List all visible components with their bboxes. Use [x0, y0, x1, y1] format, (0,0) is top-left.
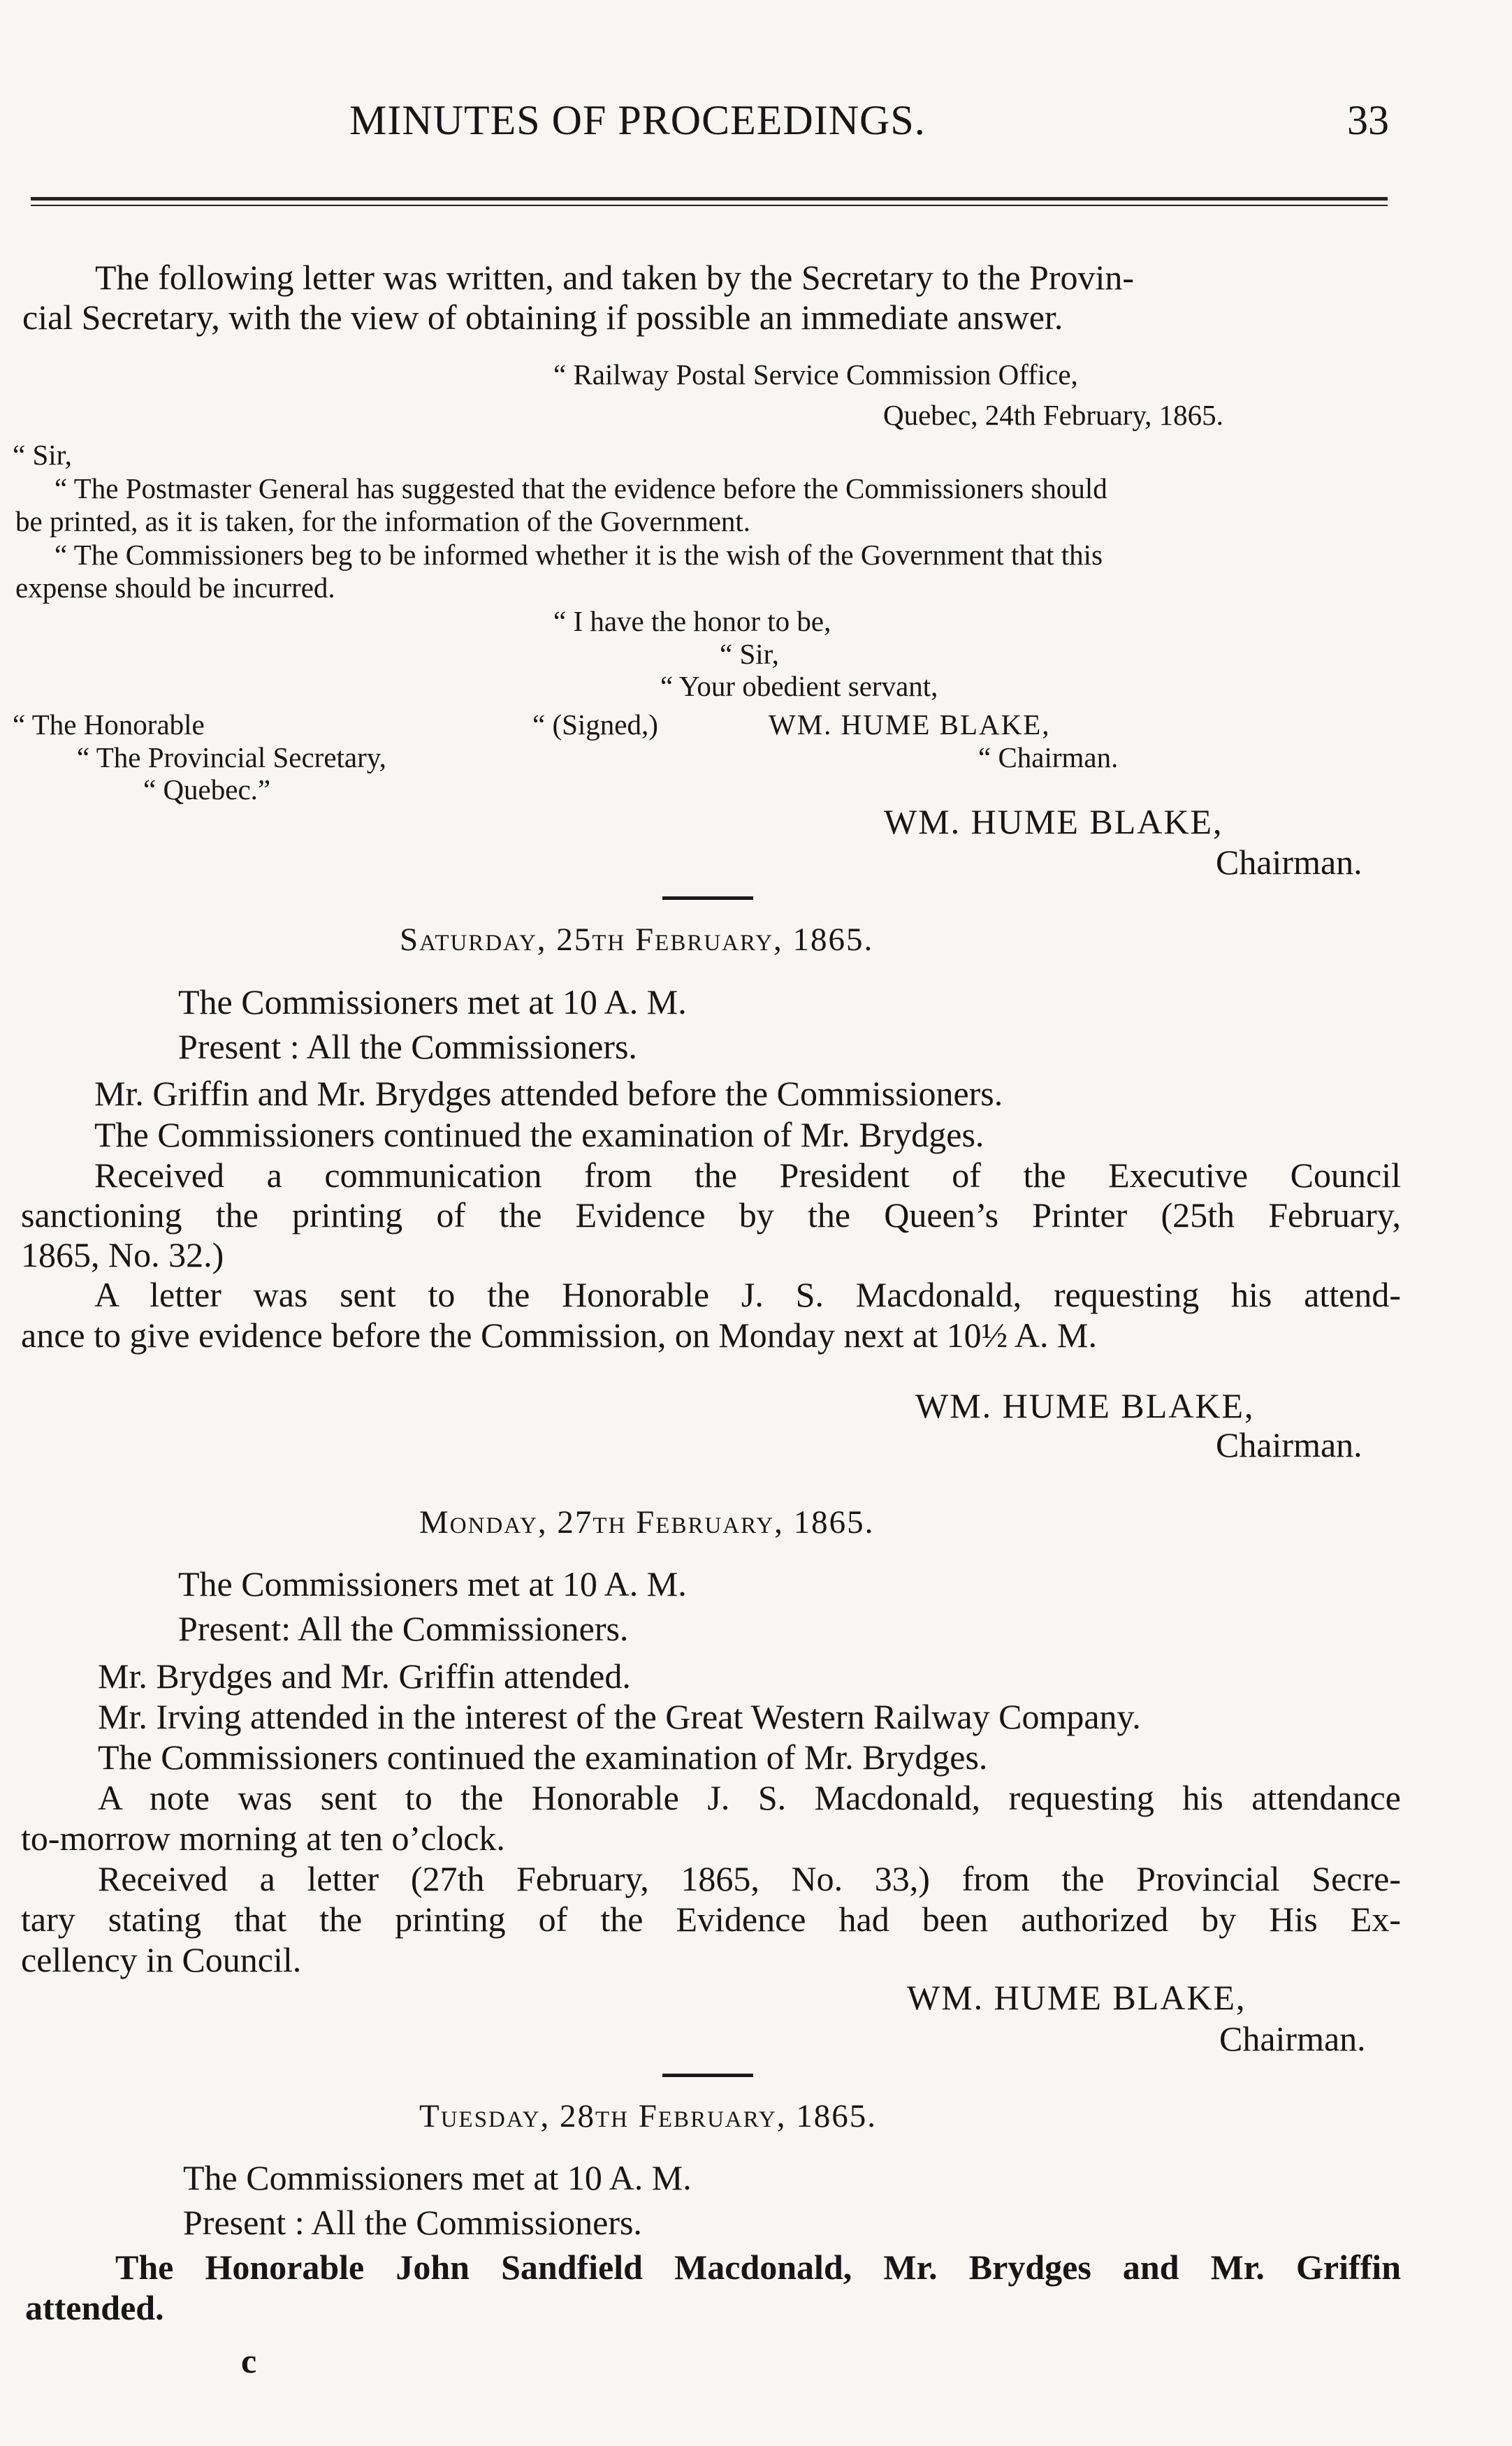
signature-name-1: WM. HUME BLAKE,: [884, 802, 1223, 841]
mon-line-3: The Commissioners continued the examination of Mr. Brydges.: [98, 1738, 988, 1777]
signature-title-3: Chairman.: [1219, 2019, 1366, 2058]
page-number: 33: [1347, 97, 1389, 143]
sat-line-3a: Received a communication from the President of the Executive Council: [94, 1156, 1401, 1195]
mon-line-4a: A note was sent to the Honorable J. S. Macdonald, requesting his attendance: [98, 1778, 1401, 1817]
sat-line-1: Mr. Griffin and Mr. Brydges attended before the Commissioners.: [94, 1074, 1003, 1113]
mon-line-5c: cellency in Council.: [21, 1940, 302, 1979]
signature-name-3: WM. HUME BLAKE,: [907, 1978, 1246, 2017]
running-title: MINUTES OF PROCEEDINGS.: [349, 97, 926, 143]
letter-para2-line2: expense should be incurred.: [15, 572, 335, 604]
mon-present: Present: All the Commissioners.: [178, 1609, 629, 1648]
section-divider-1: [662, 896, 753, 900]
letter-signer-title: “ Chairman.: [978, 741, 1119, 773]
letter-address-2: Quebec, 24th February, 1865.: [883, 399, 1223, 431]
header-rule-thick: [31, 197, 1388, 201]
date-heading-saturday: Saturday, 25th February, 1865.: [400, 922, 874, 958]
letter-to-2: “ The Provincial Secretary,: [77, 741, 386, 773]
sat-line-3c: 1865, No. 32.): [21, 1235, 224, 1274]
letter-para1-line1: “ The Postmaster General has suggested that the evidence before the Commissioners should: [54, 472, 1107, 504]
signature-title-2: Chairman.: [1216, 1425, 1362, 1464]
mon-line-1: Mr. Brydges and Mr. Griffin attended.: [98, 1657, 631, 1696]
mon-line-2: Mr. Irving attended in the interest of the Great Western Railway Company.: [98, 1697, 1141, 1736]
mon-line-5a: Received a letter (27th February, 1865, No. 33,) from the Provincial Secre-: [98, 1859, 1401, 1898]
letter-address-1: “ Railway Postal Service Commission Office,: [553, 358, 1078, 391]
signature-mark: c: [241, 2341, 257, 2380]
letter-to-1: “ The Honorable: [13, 708, 205, 741]
sat-met: The Commissioners met at 10 A. M.: [178, 982, 687, 1021]
mon-line-5b: tary stating that the printing of the Evidence had been authorized by His Ex-: [21, 1900, 1401, 1939]
letter-signed: “ (Signed,): [532, 708, 658, 741]
sat-line-4b: ance to give evidence before the Commission, on Monday next at 10½ A. M.: [21, 1316, 1097, 1355]
sat-present: Present : All the Commissioners.: [178, 1027, 637, 1066]
mon-line-4b: to-morrow morning at ten o’clock.: [21, 1819, 505, 1858]
sat-line-4a: A letter was sent to the Honorable J. S. Macdonald, requesting his attend-: [94, 1275, 1401, 1314]
tue-met: The Commissioners met at 10 A. M.: [183, 2158, 692, 2197]
letter-salutation: “ Sir,: [13, 439, 72, 471]
intro-line-2: cial Secretary, with the view of obtaining if possible an immediate answer.: [22, 298, 1063, 337]
intro-line-1: The following letter was written, and taken by the Secretary to the Provin-: [95, 258, 1135, 297]
letter-to-3: “ Quebec.”: [143, 773, 271, 806]
tue-line-1a: The Honorable John Sandfield Macdonald, Mr. Brydges and Mr. Griffin: [115, 2248, 1401, 2287]
tue-present: Present : All the Commissioners.: [183, 2203, 642, 2242]
letter-para1-line2: be printed, as it is taken, for the information of the Government.: [15, 505, 751, 537]
sat-line-3b: sanctioning the printing of the Evidence by the Queen’s Printer (25th February,: [21, 1195, 1401, 1235]
sat-line-2: The Commissioners continued the examination of Mr. Brydges.: [94, 1115, 984, 1154]
date-heading-monday: Monday, 27th February, 1865.: [419, 1504, 875, 1541]
tue-line-1b: attended.: [25, 2288, 164, 2327]
letter-close-3: “ Your obedient servant,: [660, 670, 938, 702]
header-rule-thin: [31, 205, 1388, 206]
signature-title-1: Chairman.: [1216, 843, 1362, 882]
signature-name-2: WM. HUME BLAKE,: [915, 1386, 1255, 1425]
letter-close-1: “ I have the honor to be,: [553, 605, 831, 637]
mon-met: The Commissioners met at 10 A. M.: [178, 1564, 687, 1603]
section-divider-2: [662, 2074, 753, 2077]
letter-close-2: “ Sir,: [720, 638, 779, 670]
letter-para2-line1: “ The Commissioners beg to be informed whether it is the wish of the Government that this: [54, 539, 1103, 571]
letter-signer: WM. HUME BLAKE,: [769, 708, 1051, 741]
date-heading-tuesday: Tuesday, 28th February, 1865.: [419, 2098, 878, 2134]
